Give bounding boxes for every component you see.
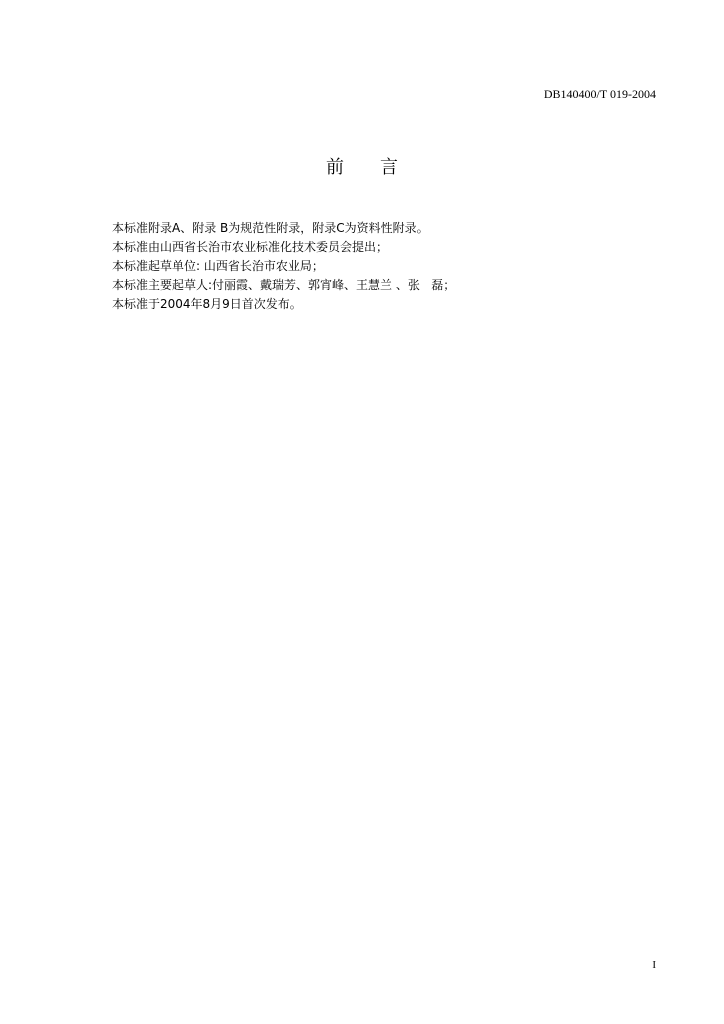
preface-line-release-date: 本标准于2004年8月9日首次发布。 (112, 297, 302, 311)
preface-body (112, 219, 652, 314)
preface-line-appendix: 本标准附录A、附录 B为规范性附录，附录C为资料性附录。 (112, 221, 429, 235)
page-number: I (652, 959, 656, 971)
preface-line-drafters: 本标准主要起草人:付丽霞、戴瑞芳、郭宵峰、王慧兰 、张 磊； (112, 278, 456, 292)
preface-line-drafting-unit: 本标准起草单位: 山西省长治市农业局； (112, 259, 324, 273)
preface-line-proposer: 本标准由山西省长治市农业标准化技术委员会提出； (112, 240, 389, 254)
standard-code: DB140400/T 019-2004 (543, 87, 656, 101)
page-title: 前 言 (326, 157, 398, 178)
